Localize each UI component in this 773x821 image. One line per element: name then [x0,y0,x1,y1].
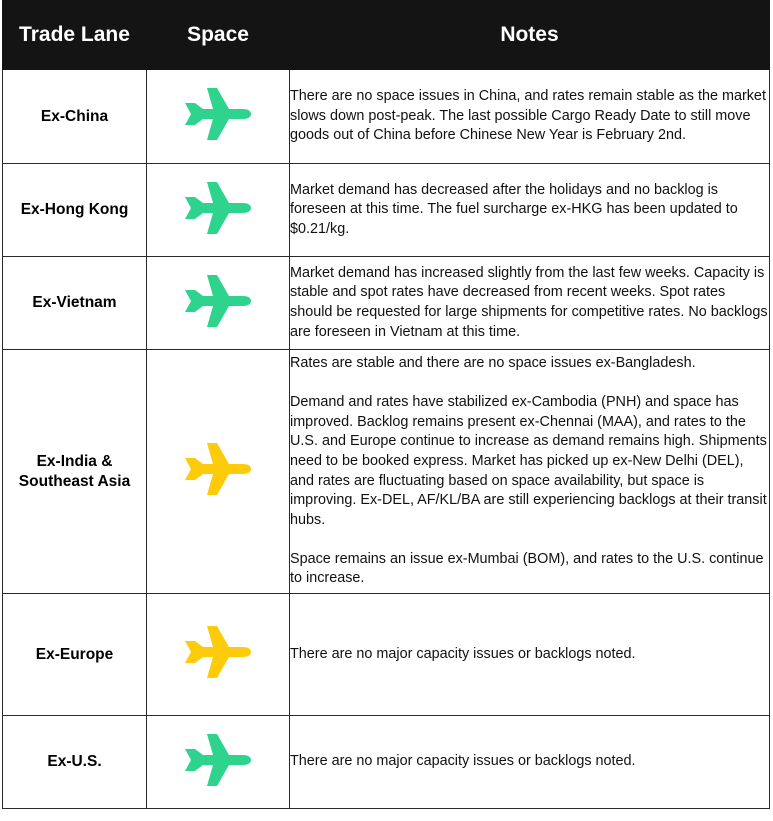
trade-lane-cell: Ex-India & Southeast Asia [3,350,147,594]
trade-lane-cell: Ex-China [3,70,147,164]
trade-lane-cell: Ex-U.S. [3,716,147,809]
airplane-icon-graphic [185,182,251,234]
airplane-shape [185,88,251,140]
airplane-icon-graphic [185,734,251,786]
notes-cell [290,594,770,716]
trade-lane-cell: Ex-Europe [3,594,147,716]
note-paragraph: Space remains an issue ex-Mumbai (BOM), and rates to the U.S. continue to increase. [290,550,764,587]
notes-cell [290,716,770,809]
airplane-shape [185,443,251,495]
space-status-cell [147,716,290,809]
note-paragraph: Market demand has increased slightly from the last few weeks. Capacity is stable and spot rates have decreased from recent weeks. Spot rates should be requested for large shipments for competitive rates. No backlogs are foreseen in Vietnam at this time. [290,264,768,340]
airplane-shape [185,275,251,327]
note-paragraph-gap [290,530,769,550]
table-header-row [3,1,770,70]
airplane-icon [185,275,251,327]
note-paragraph: Rates are stable and there are no space issues ex-Bangladesh. [290,354,696,371]
table-row [3,594,770,716]
table-row [3,350,770,594]
notes-cell [290,164,770,257]
table-row [3,257,770,350]
airplane-icon-graphic [185,88,251,140]
airplane-icon-graphic [185,626,251,678]
trade-lane-cell: Ex-Hong Kong [3,164,147,257]
airplane-icon [185,443,251,495]
space-status-cell [147,594,290,716]
note-paragraph: There are no major capacity issues or backlogs noted. [290,645,636,662]
notes-cell [290,70,770,164]
airplane-icon [185,734,251,786]
space-status-cell [147,164,290,257]
airplane-icon [185,182,251,234]
notes-column-header: Notes [290,1,770,70]
notes-cell [290,350,770,594]
table-row [3,716,770,809]
space-status-cell [147,350,290,594]
note-paragraph: There are no space issues in China, and rates remain stable as the market slows down post-peak. The last possible Cargo Ready Date to still move goods out of China before Chinese New Year is February 2nd. [290,88,766,144]
space-status-cell [147,70,290,164]
airplane-icon-graphic [185,443,251,495]
airplane-shape [185,734,251,786]
note-paragraph: Demand and rates have stabilized ex-Cambodia (PNH) and space has improved. Backlog remains present ex-Chennai (MAA), and rates to the U.S. and Europe continue to increase as demand remains high. Shipments need to be booked express. Market has picked up ex-New Delhi (DEL), and rates are fluctuating based on space availability, but space is improving. Ex-DEL, AF/KL/BA are still experiencing backlogs at their transit hubs. [290,394,767,528]
trade-lane-table [2,0,770,809]
space-column-header: Space [147,1,290,70]
airplane-shape [185,182,251,234]
trade-lane-column-header: Trade Lane [3,1,147,70]
airplane-icon-graphic [185,275,251,327]
note-paragraph: Market demand has decreased after the holidays and no backlog is foreseen at this time. The fuel surcharge ex-HKG has been updated to $0.21/kg. [290,181,738,237]
table-row [3,164,770,257]
space-status-cell [147,257,290,350]
trade-lane-cell: Ex-Vietnam [3,257,147,350]
notes-cell [290,257,770,350]
airplane-icon [185,88,251,140]
airplane-icon [185,626,251,678]
note-paragraph: There are no major capacity issues or backlogs noted. [290,753,636,770]
airplane-shape [185,626,251,678]
table-row [3,70,770,164]
note-paragraph-gap [290,374,769,394]
